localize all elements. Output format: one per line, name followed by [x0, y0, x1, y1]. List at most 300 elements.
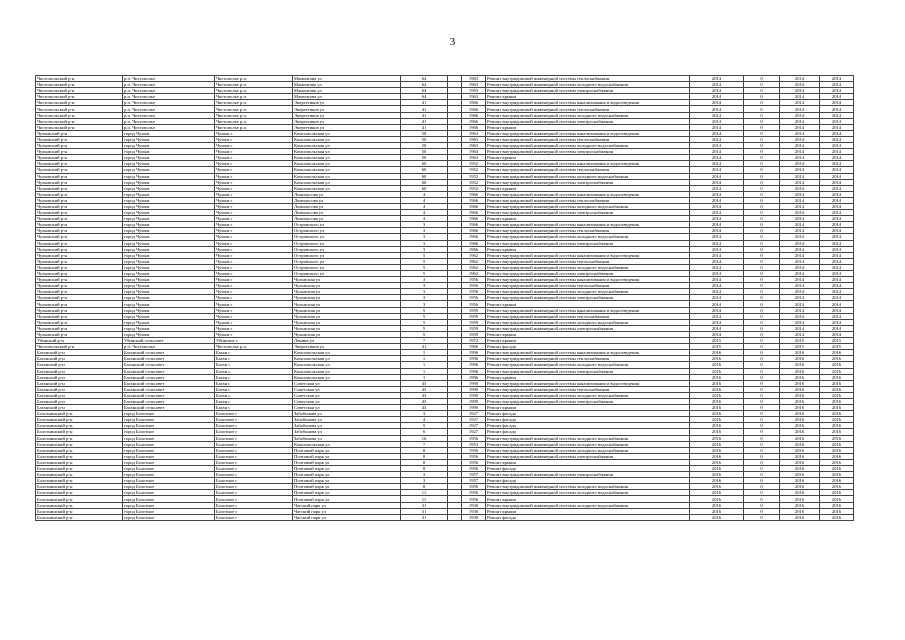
table-cell: город Чулым	[123, 331, 215, 337]
table-cell: Чулымский р-н	[36, 331, 123, 337]
table-cell: 0	[744, 106, 780, 112]
table-cell: 1990	[462, 386, 486, 392]
table-cell: 0	[744, 82, 780, 88]
table-cell: Болотнинский р-н	[36, 459, 123, 465]
table-cell: Чулым г	[215, 228, 293, 234]
table-cell: 0	[744, 459, 780, 465]
table-cell: город Чулым	[123, 191, 215, 197]
table-cell: Комсомольская ул	[293, 155, 401, 161]
table-cell: город Чулым	[123, 234, 215, 240]
table-cell: 0	[744, 252, 780, 258]
table-cell: 1962	[462, 258, 486, 264]
table-cell: 1966	[462, 222, 486, 228]
table-cell: 1990	[462, 405, 486, 411]
table-cell: 0	[744, 453, 780, 459]
table-cell: Чулым г	[215, 173, 293, 179]
table-cell: Ремонт внутридомовой инженерной системы холодного водоснабжения	[486, 234, 690, 240]
table-cell: 2016	[820, 386, 854, 392]
table-cell: Ремонт внутридомовой инженерной системы холодного водоснабжения	[486, 441, 690, 447]
table-cell: Болотное г	[215, 514, 293, 520]
table-cell: Ремонт внутридомовой инженерной системы канализования и водоотведения	[486, 100, 690, 106]
table-cell: Баган с	[215, 362, 293, 368]
table-cell: 2014	[780, 76, 820, 82]
table-cell: 2016	[780, 398, 820, 404]
table-cell: город Чулым	[123, 130, 215, 136]
table-cell: 2014	[780, 240, 820, 246]
table-cell: Баганский р-н	[36, 356, 123, 362]
table-cell: Баганский сельсовет	[123, 386, 215, 392]
table-cell: Болотное г	[215, 496, 293, 502]
table-cell: Ремонт внутридомовой инженерной системы холодного водоснабжения	[486, 203, 690, 209]
table-cell: Болотнинский р-н	[36, 429, 123, 435]
table-cell: Болотнинский р-н	[36, 435, 123, 441]
table-cell: Комсомольская ул	[293, 136, 401, 142]
table-cell: Почтовый парк ул	[293, 453, 401, 459]
table-cell: 0	[744, 350, 780, 356]
table-cell: 3	[401, 246, 448, 252]
table-cell: Ремонт внутридомовой инженерной системы электроснабжения	[486, 295, 690, 301]
table-cell: Ленина ул	[293, 338, 401, 344]
table-cell: 2016	[780, 417, 820, 423]
table-cell: 1990	[462, 392, 486, 398]
table-cell: 2016	[780, 453, 820, 459]
table-cell: Баганский сельсовет	[123, 356, 215, 362]
table-cell: 1957	[462, 472, 486, 478]
table-cell: 2016	[820, 362, 854, 368]
table-cell: 1966	[462, 124, 486, 130]
table-cell: 2014	[820, 228, 854, 234]
table-cell: 1952	[462, 179, 486, 185]
table-cell: город Чулым	[123, 210, 215, 216]
table-cell: Чистопольский р-н	[36, 112, 123, 118]
table-cell: 2016	[780, 484, 820, 490]
table-cell: Чистопольский р-н	[36, 88, 123, 94]
table-cell: 2014	[690, 100, 744, 106]
table-cell: 2014	[820, 191, 854, 197]
table-cell: Ремонт внутридомовой инженерной системы электроснабжения	[486, 179, 690, 185]
table-cell: Островского ул	[293, 222, 401, 228]
table-cell: 2016	[820, 435, 854, 441]
table-cell: 4	[401, 191, 448, 197]
table-cell: 0	[744, 405, 780, 411]
table-cell: 2014	[780, 283, 820, 289]
table-cell: 0	[744, 478, 780, 484]
table-cell	[448, 514, 462, 520]
table-cell: 2016	[690, 392, 744, 398]
table-cell: Чулымский р-н	[36, 130, 123, 136]
table-cell: 2014	[820, 301, 854, 307]
table-cell: 2016	[780, 496, 820, 502]
table-cell: 60	[401, 167, 448, 173]
table-cell: Комсомольская ул	[293, 362, 401, 368]
table-cell: 2014	[780, 88, 820, 94]
table-cell: Ремонт внутридомовой инженерной системы теплоснабжения	[486, 197, 690, 203]
table-cell: Советская ул	[293, 386, 401, 392]
table-cell: 0	[744, 447, 780, 453]
table-cell: р.п. Чистополье	[123, 76, 215, 82]
table-cell: 1927	[462, 417, 486, 423]
table-cell: 0	[744, 429, 780, 435]
table-cell: 2016	[690, 435, 744, 441]
table-cell: 2014	[690, 319, 744, 325]
table-cell: 1966	[462, 216, 486, 222]
table-cell: 0	[744, 398, 780, 404]
table-cell: Чулым г	[215, 289, 293, 295]
table-cell: Болотное г	[215, 429, 293, 435]
table-cell: 0	[744, 94, 780, 100]
table-cell: Ремонт внутридомовой инженерной системы теплоснабжения	[486, 136, 690, 142]
table-cell: Баганский сельсовет	[123, 398, 215, 404]
table-cell: Ремонт фасада	[486, 466, 690, 472]
table-cell: 0	[744, 319, 780, 325]
table-cell: город Болотное	[123, 502, 215, 508]
table-cell: 2016	[820, 459, 854, 465]
table-cell: Баганский сельсовет	[123, 380, 215, 386]
table-cell: 1963	[462, 82, 486, 88]
table-cell: р.п. Чистополье	[123, 124, 215, 130]
table-cell: 2014	[780, 161, 820, 167]
table-cell: 4	[401, 216, 448, 222]
table-cell: 3	[401, 289, 448, 295]
table-cell: 1966	[462, 203, 486, 209]
table-cell: Чистополье р.п.	[215, 124, 293, 130]
table-cell: 0	[744, 411, 780, 417]
table-cell: 5	[401, 271, 448, 277]
table-cell: 1996	[462, 374, 486, 380]
table-cell: 2014	[690, 307, 744, 313]
table-cell: 0	[744, 338, 780, 344]
table-cell: Баган с	[215, 398, 293, 404]
table-cell: 50	[401, 136, 448, 142]
table-cell: 2016	[820, 356, 854, 362]
table-cell: Чистополье р.п.	[215, 118, 293, 124]
table-cell: Чулым г	[215, 161, 293, 167]
table-cell: 2015	[690, 338, 744, 344]
table-cell: 2016	[820, 374, 854, 380]
table-cell: Чулымский р-н	[36, 216, 123, 222]
table-cell: 2014	[690, 94, 744, 100]
table-cell: 2014	[820, 185, 854, 191]
table-cell: 2014	[780, 228, 820, 234]
table-cell: 2014	[820, 289, 854, 295]
table-cell: 2014	[780, 203, 820, 209]
table-cell: Ремонт внутридомовой инженерной системы холодного водоснабжения	[486, 143, 690, 149]
table-cell: 2014	[780, 143, 820, 149]
table-cell: 8	[401, 447, 448, 453]
table-cell: Чулым г	[215, 331, 293, 337]
table-cell: город Болотное	[123, 508, 215, 514]
table-cell: 2016	[780, 429, 820, 435]
table-cell: город Чулым	[123, 216, 215, 222]
table-cell: 2014	[780, 130, 820, 136]
table-cell: 1959	[462, 319, 486, 325]
table-cell: Чулым г	[215, 325, 293, 331]
table-cell: Болотное г	[215, 466, 293, 472]
table-cell: 2014	[780, 295, 820, 301]
table-cell: Чулым г	[215, 136, 293, 142]
table-cell: 1972	[462, 338, 486, 344]
table-cell: Чистополье р.п.	[215, 94, 293, 100]
table-cell: Чулым г	[215, 222, 293, 228]
table-cell: Баганский сельсовет	[123, 374, 215, 380]
table-cell: Островского ул	[293, 264, 401, 270]
table-cell: 2014	[820, 222, 854, 228]
table-cell: 2016	[690, 429, 744, 435]
table-cell: 2014	[820, 161, 854, 167]
table-cell: Забабонова ул	[293, 423, 401, 429]
table-cell: 2014	[820, 216, 854, 222]
table-cell: 2014	[690, 283, 744, 289]
table-cell: 1966	[462, 344, 486, 350]
table-cell: 5	[401, 331, 448, 337]
table-cell: Ремонт фасада	[486, 514, 690, 520]
table-cell: Чистопольский р-н	[36, 124, 123, 130]
table-cell: 2014	[820, 252, 854, 258]
table-cell: Ремонт внутридомовой инженерной системы теплоснабжения	[486, 313, 690, 319]
table-cell: Ломоносова ул	[293, 203, 401, 209]
table-cell: 2014	[690, 136, 744, 142]
table-cell: Забабонова ул	[293, 429, 401, 435]
table-cell: Ремонт крыши	[486, 405, 690, 411]
table-cell: Чистополье р.п.	[215, 106, 293, 112]
table-cell: город Чулым	[123, 319, 215, 325]
table-cell: Ремонт крыши	[486, 508, 690, 514]
table-cell: 1956	[462, 496, 486, 502]
table-cell: 2016	[780, 508, 820, 514]
table-cell: 2014	[780, 173, 820, 179]
table-cell: Чулым г	[215, 167, 293, 173]
table-cell: 0	[744, 435, 780, 441]
table-cell: 2016	[690, 374, 744, 380]
table-cell: Баганский сельсовет	[123, 405, 215, 411]
table-cell: Ломоносова ул	[293, 216, 401, 222]
table-cell: Болотное г	[215, 453, 293, 459]
table-cell: Болотнинский р-н	[36, 417, 123, 423]
table-cell: 2014	[780, 258, 820, 264]
table-cell: 1	[401, 368, 448, 374]
table-cell: Болотнинский р-н	[36, 423, 123, 429]
table-cell: 0	[744, 203, 780, 209]
table-cell: Чулымский р-н	[36, 252, 123, 258]
table-cell: город Чулым	[123, 295, 215, 301]
table-cell: Чулым г	[215, 143, 293, 149]
table-cell: Чулымский р-н	[36, 271, 123, 277]
table-cell: 0	[744, 143, 780, 149]
table-cell: 1956	[462, 435, 486, 441]
table-cell: 1957	[462, 478, 486, 484]
table-cell: 1966	[462, 240, 486, 246]
table-cell: 2014	[690, 271, 744, 277]
table-cell: Баган с	[215, 368, 293, 374]
table-cell: Забабонова ул	[293, 417, 401, 423]
table-cell: 1952	[462, 185, 486, 191]
table-cell: Болотное г	[215, 435, 293, 441]
table-cell: 1952	[462, 173, 486, 179]
table-cell: город Чулым	[123, 185, 215, 191]
table-cell: 2016	[820, 423, 854, 429]
table-cell: 0	[744, 264, 780, 270]
table-cell: город Чулым	[123, 313, 215, 319]
table-cell: Ремонт внутридомовой инженерной системы электроснабжения	[486, 149, 690, 155]
table-cell: 2014	[820, 130, 854, 136]
table-cell: 0	[744, 228, 780, 234]
table-cell: 1956	[462, 277, 486, 283]
table-cell: 0	[744, 508, 780, 514]
table-cell: 2016	[780, 447, 820, 453]
table-cell: 3	[401, 234, 448, 240]
table-cell: 2016	[690, 411, 744, 417]
table-cell: 2014	[690, 143, 744, 149]
table-cell: 2014	[820, 313, 854, 319]
table-cell: 1966	[462, 228, 486, 234]
table-cell: 2016	[780, 386, 820, 392]
table-cell: 2014	[690, 264, 744, 270]
table-cell: Чулымский р-н	[36, 222, 123, 228]
table-cell: Ремонт внутридомовой инженерной системы теплоснабжения	[486, 167, 690, 173]
table-cell: 31	[401, 502, 448, 508]
table-cell: 1956	[462, 301, 486, 307]
table-cell: 2014	[780, 319, 820, 325]
table-cell: Комсомольская ул	[293, 374, 401, 380]
table-cell: 2016	[690, 496, 744, 502]
table-cell: 1966	[462, 191, 486, 197]
table-cell: 0	[744, 502, 780, 508]
table-cell: Мамонтова ул	[293, 94, 401, 100]
table-cell: 1927	[462, 411, 486, 417]
table-cell: Убинское с	[215, 338, 293, 344]
table-cell: Чулымский р-н	[36, 295, 123, 301]
table-cell: 2016	[780, 478, 820, 484]
table-cell: 5	[401, 325, 448, 331]
table-cell: Энергетиков ул	[293, 112, 401, 118]
table-cell: 2016	[820, 508, 854, 514]
table-cell: 0	[744, 258, 780, 264]
table-cell: Чульмская ул	[293, 313, 401, 319]
table-cell: Ломоносова ул	[293, 210, 401, 216]
table-cell: Чулымский р-н	[36, 179, 123, 185]
table-cell: 1990	[462, 398, 486, 404]
table-cell: 2014	[820, 203, 854, 209]
table-cell: 0	[744, 392, 780, 398]
table-cell: Советская ул	[293, 392, 401, 398]
table-cell: город Чулым	[123, 179, 215, 185]
table-cell: Чулымский р-н	[36, 203, 123, 209]
table-cell: Ремонт внутридомовой инженерной системы теплоснабжения	[486, 228, 690, 234]
table-cell: Энергетиков ул	[293, 100, 401, 106]
table-cell: Ремонт внутридомовой инженерной системы электроснабжения	[486, 398, 690, 404]
table-cell: Чулымский р-н	[36, 185, 123, 191]
table-cell: Ремонт внутридомовой инженерной системы холодного водоснабжения	[486, 289, 690, 295]
table-cell: Почтовый парк ул	[293, 466, 401, 472]
table-cell: 2014	[780, 246, 820, 252]
table-cell: Забабонова ул	[293, 435, 401, 441]
table-cell: 2016	[780, 502, 820, 508]
table-cell: 0	[744, 484, 780, 490]
table-cell: 31	[401, 508, 448, 514]
table-cell: 2016	[780, 374, 820, 380]
table-cell: Почтовый парк ул	[293, 484, 401, 490]
table-cell: Баганский сельсовет	[123, 350, 215, 356]
table-cell: 2014	[780, 252, 820, 258]
table-cell: 2014	[690, 167, 744, 173]
table-cell: 1927	[462, 429, 486, 435]
table-cell: Чулым г	[215, 252, 293, 258]
table-cell: 2016	[820, 368, 854, 374]
table-cell: Болотнинский р-н	[36, 472, 123, 478]
table-cell: Ремонт крыши	[486, 216, 690, 222]
table-cell: Ремонт внутридомовой инженерной системы холодного водоснабжения	[486, 484, 690, 490]
table-cell: город Болотное	[123, 514, 215, 520]
table-cell: Ремонт крыши	[486, 496, 690, 502]
table-cell: Ломоносова ул	[293, 191, 401, 197]
table-cell: город Чулым	[123, 258, 215, 264]
table-cell: 2014	[690, 173, 744, 179]
table-cell: 0	[744, 130, 780, 136]
table-cell: Ремонт внутридомовой инженерной системы холодного водоснабжения	[486, 392, 690, 398]
table-cell: Ремонт внутридомовой инженерной системы электроснабжения	[486, 368, 690, 374]
table-cell: 2014	[690, 301, 744, 307]
table-cell: город Чулым	[123, 149, 215, 155]
table-cell: 2016	[820, 405, 854, 411]
table-cell: город Болотное	[123, 447, 215, 453]
table-cell: Чулым г	[215, 179, 293, 185]
table-cell: Ремонт крыши	[486, 374, 690, 380]
table-cell: 2016	[690, 398, 744, 404]
table-cell: Чистопольский р-н	[36, 118, 123, 124]
table-cell: 0	[744, 216, 780, 222]
table-cell: Чулым г	[215, 258, 293, 264]
table-cell: Чулым г	[215, 210, 293, 216]
table-cell: 0	[744, 112, 780, 118]
table-cell: 2014	[780, 289, 820, 295]
table-cell: 1959	[462, 307, 486, 313]
table-cell: 2014	[820, 283, 854, 289]
table-cell: 4	[401, 203, 448, 209]
table-cell: 5	[401, 264, 448, 270]
table-cell: 0	[744, 173, 780, 179]
table-cell: Чулым г	[215, 277, 293, 283]
table-cell: 0	[744, 289, 780, 295]
table-cell: Чулымский р-н	[36, 197, 123, 203]
table-cell: Болотнинский р-н	[36, 453, 123, 459]
table-cell: 1966	[462, 197, 486, 203]
table-cell: Чистопольский р-н	[36, 82, 123, 88]
table-cell: 0	[744, 362, 780, 368]
table-cell: Ремонт фасада	[486, 478, 690, 484]
table-cell: Чулым г	[215, 240, 293, 246]
table-cell: 1930	[462, 514, 486, 520]
table-cell: 8	[401, 453, 448, 459]
table-cell: Чулым г	[215, 301, 293, 307]
table-cell: 2014	[690, 210, 744, 216]
table-cell: 0	[744, 179, 780, 185]
table-cell: город Чулым	[123, 277, 215, 283]
table-cell: Ремонт внутридомовой инженерной системы электроснабжения	[486, 240, 690, 246]
table-cell: 0	[744, 100, 780, 106]
table-cell: 2014	[780, 118, 820, 124]
table-cell: 1956	[462, 459, 486, 465]
table-cell: 0	[744, 380, 780, 386]
table-cell: Чулымский р-н	[36, 258, 123, 264]
table-cell: 2014	[780, 271, 820, 277]
table-cell: 2014	[690, 222, 744, 228]
table-cell: Ремонт внутридомовой инженерной системы холодного водоснабжения	[486, 173, 690, 179]
table-cell: 2016	[780, 466, 820, 472]
table-cell: 7	[401, 441, 448, 447]
table-cell: 3	[401, 240, 448, 246]
table-cell: 2016	[690, 484, 744, 490]
table-cell: Ремонт внутридомовой инженерной системы канализования и водоотведения	[486, 277, 690, 283]
